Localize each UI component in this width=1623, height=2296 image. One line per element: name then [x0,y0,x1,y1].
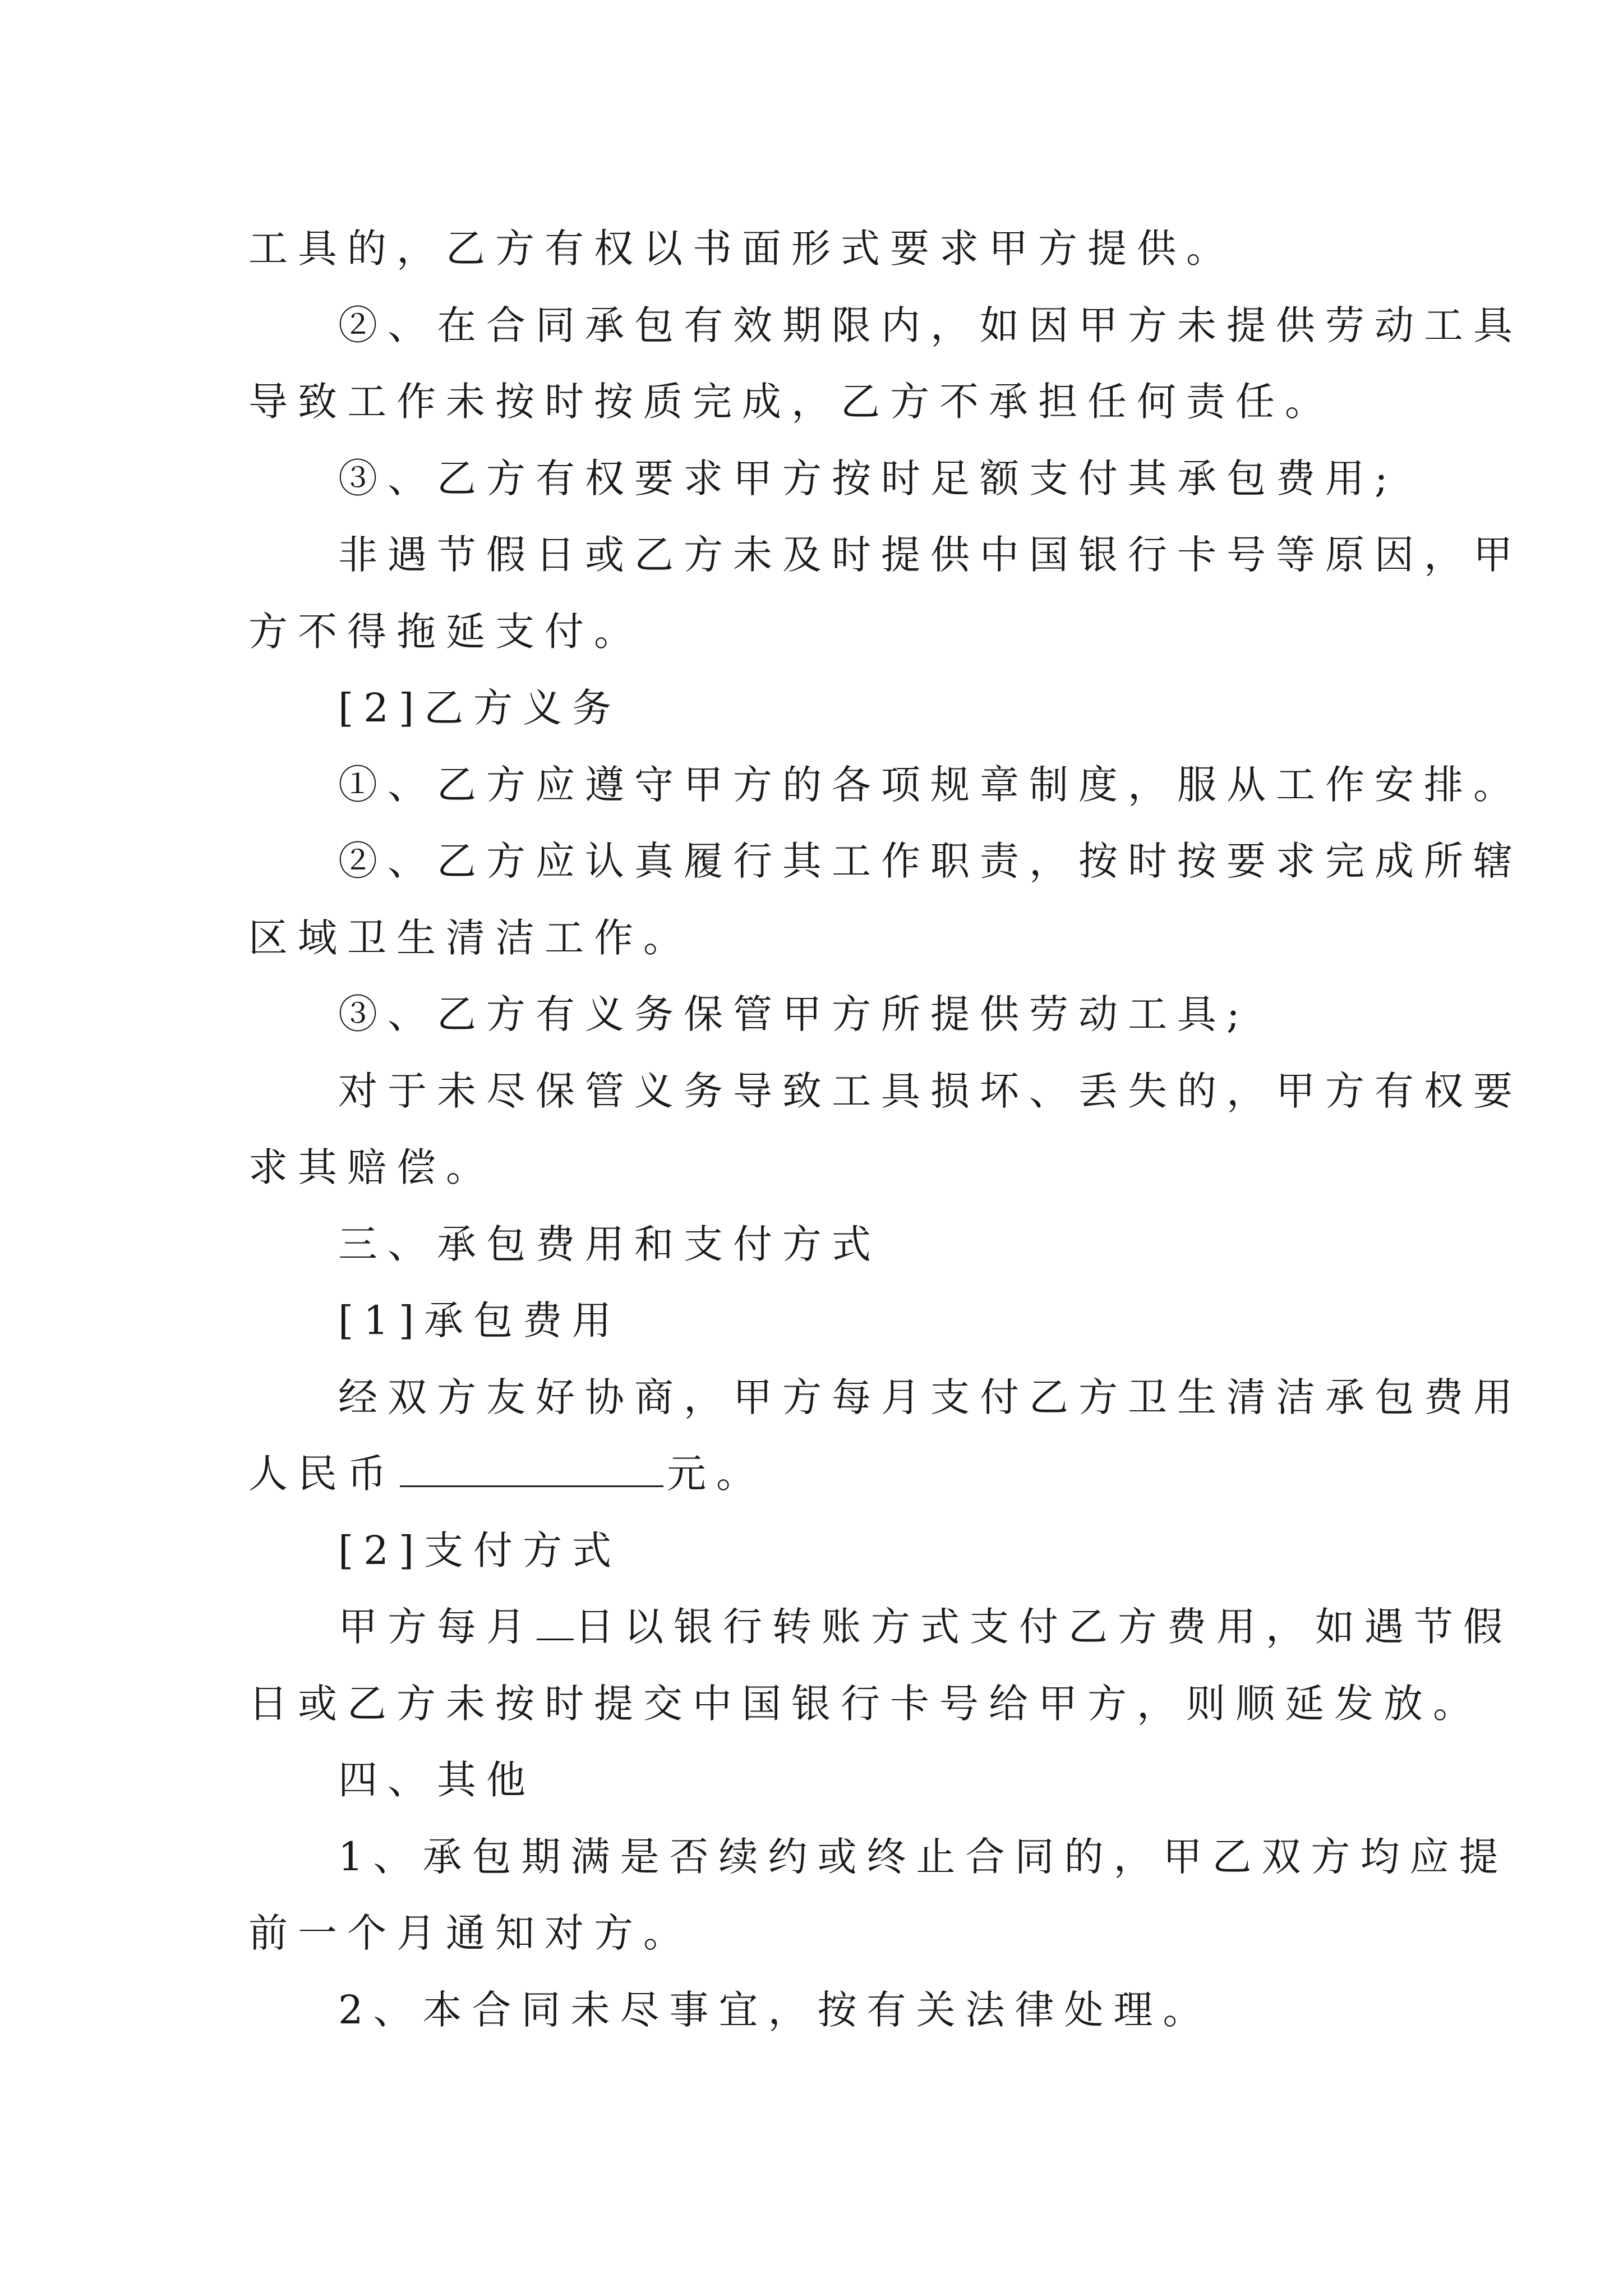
payment-day-prefix: 甲方每月 [338,1604,536,1650]
paragraph-line: 区域卫生清洁工作。 [248,914,693,961]
section-subheading: [2]乙方义务 [338,685,622,731]
paragraph-line: 日或乙方未按时提交中国银行卡号给甲方，则顺延发放。 [248,1680,1482,1727]
paragraph-line: ①、乙方应遵守甲方的各项规章制度，服从工作安排。 [338,761,1523,808]
paragraph-line: 经双方友好协商，甲方每月支付乙方卫生清洁承包费用 [338,1374,1523,1420]
paragraph-line: 前一个月通知对方。 [248,1910,693,1956]
payment-day-suffix: 日以银行转账方式支付乙方费用，如遇节假 [575,1604,1513,1650]
amount-prefix: 人民币 [248,1451,396,1497]
paragraph-line: ②、乙方应认真履行其工作职责，按时按要求完成所辖 [338,838,1523,884]
payment-day-blank [537,1599,574,1640]
paragraph-line: ③、乙方有权要求甲方按时足额支付其承包费用; [338,455,1398,501]
paragraph-line: 对于未尽保管义务导致工具损坏、丢失的，甲方有权要 [338,1068,1523,1114]
paragraph-line: 2、本合同未尽事宜，按有关法律处理。 [338,1986,1212,2033]
paragraph-line: 工具的，乙方有权以书面形式要求甲方提供。 [248,226,1235,272]
payment-day-line [248,1589,1513,1665]
section-subheading: [2]支付方式 [338,1527,622,1573]
paragraph-line: ②、在合同承包有效期限内，如因甲方未提供劳动工具 [338,302,1523,348]
amount-blank [400,1446,663,1487]
paragraph-line: 方不得拖延支付。 [248,608,643,655]
paragraph-line: 1、承包期满是否续约或终止合同的，甲乙双方均应提 [338,1833,1509,1880]
amount-line [248,1435,1398,1512]
section-subheading: [1]承包费用 [338,1297,622,1343]
amount-suffix: 元。 [667,1451,766,1497]
document-body [248,210,1523,2048]
paragraph-line: 求其赔偿。 [248,1144,495,1190]
paragraph-line: 导致工作未按时按质完成，乙方不承担任何责任。 [248,379,1334,425]
paragraph-line: ③、乙方有义务保管甲方所提供劳动工具; [338,991,1250,1037]
paragraph-line: 非遇节假日或乙方未及时提供中国银行卡号等原因，甲 [338,532,1523,578]
section-heading: 四、其他 [338,1757,536,1803]
section-heading: 三、承包费用和支付方式 [338,1221,881,1267]
